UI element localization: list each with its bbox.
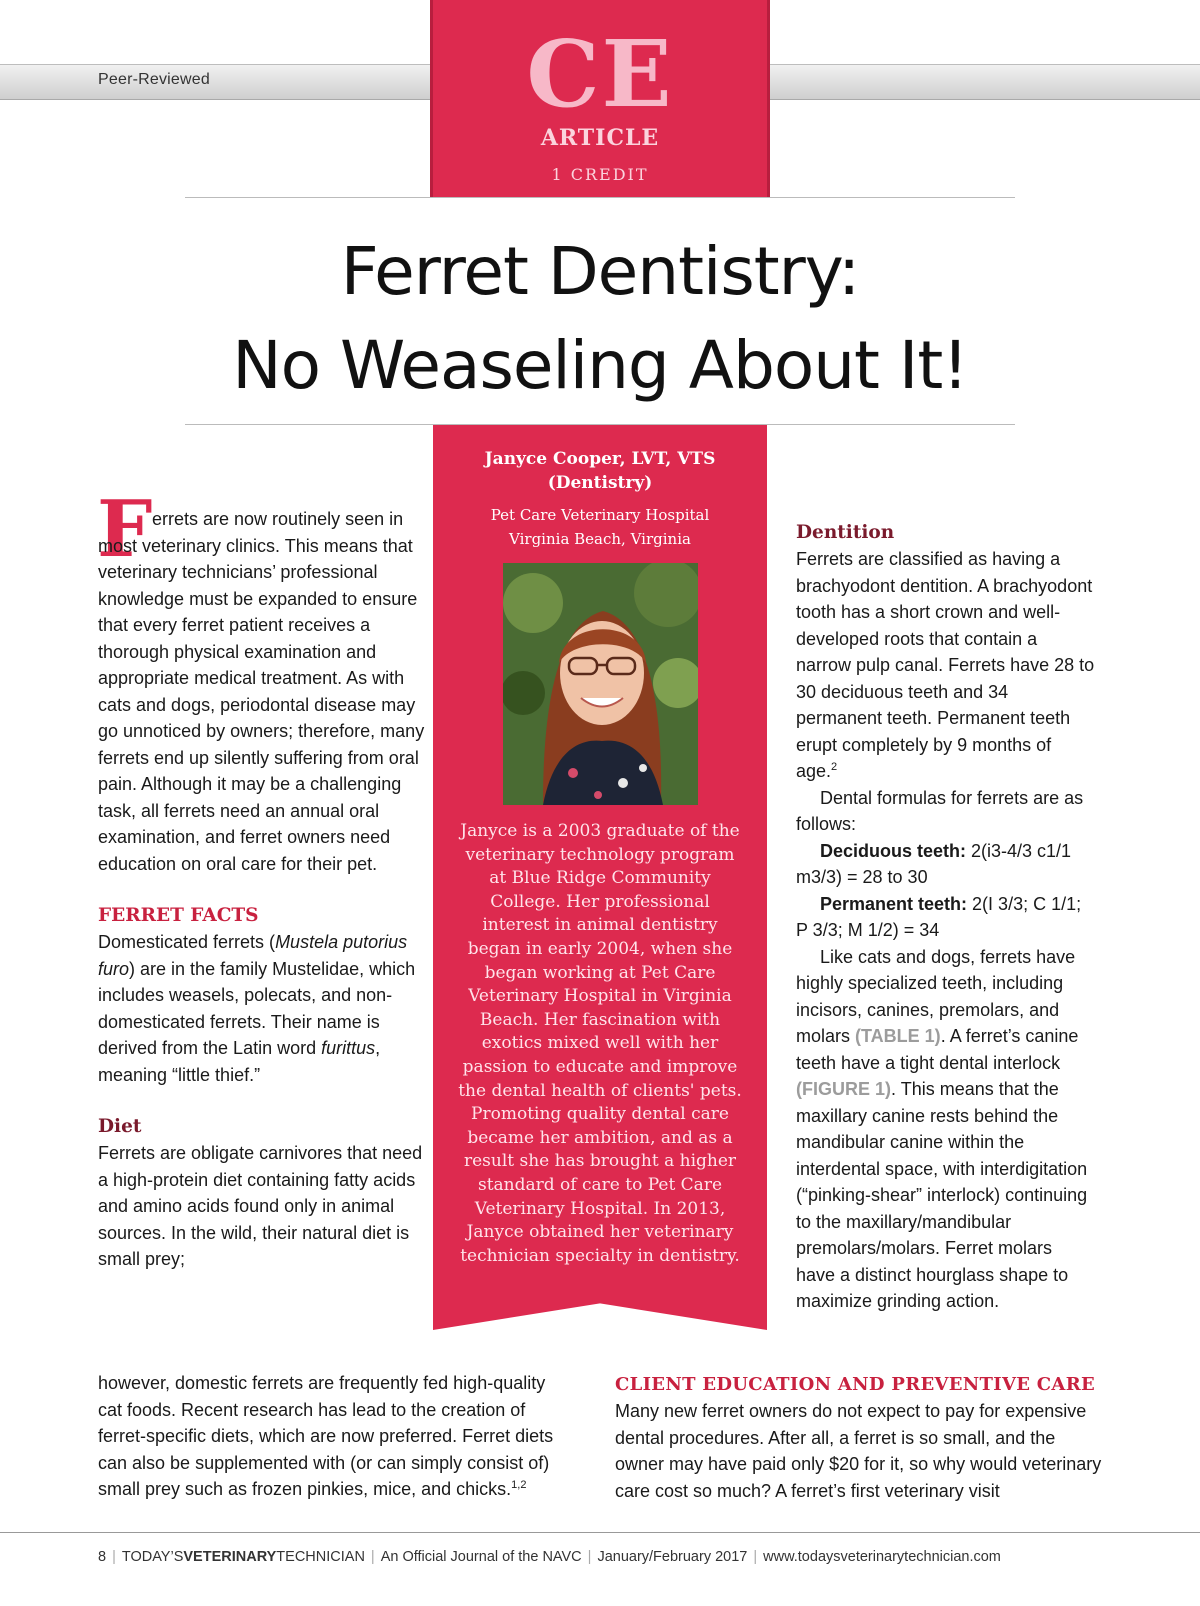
teeth-text-c: . This means that the maxillary canine rests behind the mandibular canine within the interdental space, with interdigitation (“pinking-shear” interlock) continuing to the maxillary/mandibular premolars/molars. Ferret molars have a distinct hourglass shape to maximize grinding action. bbox=[796, 1079, 1088, 1311]
author-photo bbox=[503, 563, 698, 805]
permanent-label: Permanent teeth: bbox=[820, 893, 968, 914]
ce-badge: CE bbox=[526, 20, 674, 128]
diet-continued bbox=[98, 1370, 573, 1503]
ce-article-label: ARTICLE bbox=[540, 125, 660, 151]
ferret-facts-heading: FERRET FACTS bbox=[98, 905, 259, 926]
dentition-reference: 2 bbox=[831, 761, 838, 773]
facts-latin-word: furittus bbox=[321, 1038, 376, 1058]
author-affiliation-line1: Pet Care Veterinary Hospital bbox=[490, 506, 710, 524]
dentition-text: Ferrets are classified as having a brachyodont dentition. A brachyodont tooth has a short crown and well-developed roots that contain a narrow pulp canal. Ferrets have 28 to 30 deciduous teeth and 34 permanent teeth. Permanent teeth erupt completely by 9 months of age. bbox=[796, 549, 1095, 781]
footer-rule bbox=[0, 1532, 1200, 1533]
journal-name-b: VETERINARY bbox=[183, 1549, 277, 1565]
journal-name-a: TODAY’S bbox=[121, 1549, 184, 1565]
journal-name-c: TECHNICIAN bbox=[276, 1549, 365, 1565]
intro-text: errets are now routinely seen in most veterinary clinics. This means that veterinary technicians’ professional knowledge must be expanded to ensure that every ferret patient receives a thorough physical examination and appropriate medical treatment. As with cats and dogs, periodontal disease may go unnoticed by owners; therefore, many ferrets end up silently suffering from oral pain. Although it may be a challenging task, all ferrets need an annual oral examination, and ferret owners need education on oral care for their pet. bbox=[98, 509, 425, 874]
intro-paragraph bbox=[98, 506, 428, 877]
teeth-paragraph bbox=[796, 944, 1096, 1315]
article-title bbox=[160, 225, 1040, 413]
table-1-link[interactable]: (TABLE 1) bbox=[855, 1026, 941, 1046]
permanent-formula bbox=[796, 891, 1096, 944]
peer-reviewed-label: Peer-Reviewed bbox=[98, 71, 210, 88]
formulas-intro: Dental formulas for ferrets are as follows: bbox=[796, 787, 1084, 834]
author-affiliation-line2: Virginia Beach, Virginia bbox=[509, 530, 691, 548]
title-rule-bottom bbox=[185, 424, 1015, 425]
client-education-paragraph: Many new ferret owners do not expect to pay for expensive dental procedures. After all, a ferret is so small, and the owner may have paid only $20 for it, so why would veterinary care cost so much? A ferret’s first veterinary visit bbox=[615, 1401, 1102, 1501]
facts-text-c: , meaning “little thief.” bbox=[98, 1038, 381, 1085]
author-name-line2: (Dentistry) bbox=[547, 473, 653, 493]
diet-paragraph: Ferrets are obligate carnivores that need a high-protein diet containing fatty acids and amino acids found only in animal sources. In the wild, their natural diet is small prey; bbox=[98, 1143, 423, 1269]
ferret-facts-paragraph bbox=[98, 929, 428, 1088]
client-education-section bbox=[615, 1372, 1105, 1504]
ribbon-edge-right bbox=[767, 0, 770, 198]
journal-url-link[interactable]: www.todaysveterinarytechnician.com bbox=[763, 1549, 1001, 1565]
ce-credit-label: 1 CREDIT bbox=[551, 165, 649, 184]
author-affiliation bbox=[463, 503, 737, 551]
page-footer: 8 | TODAY’SVETERINARYTECHNICIAN | An Official Journal of the NAVC | January/February 2017 | www.todaysveterinarytechnician.com bbox=[98, 1549, 1001, 1565]
journal-tagline: An Official Journal of the NAVC bbox=[380, 1549, 582, 1565]
right-column bbox=[796, 520, 1096, 1315]
facts-species: Mustela putorius furo bbox=[98, 932, 408, 979]
diet-reference: 1,2 bbox=[511, 1479, 527, 1491]
facts-text-a: Domesticated ferrets ( bbox=[98, 932, 276, 952]
deciduous-formula bbox=[796, 838, 1096, 891]
facts-text-b: ) are in the family Mustelidae, which includes weasels, polecats, and non-domesticated ferrets. Their name is derived from the Latin word bbox=[98, 958, 416, 1058]
figure-1-link[interactable]: (FIGURE 1) bbox=[796, 1079, 892, 1099]
client-education-heading: CLIENT EDUCATION AND PREVENTIVE CARE bbox=[615, 1374, 1095, 1395]
drop-cap: F bbox=[97, 484, 153, 575]
author-name-line1: Janyce Cooper, LVT, VTS bbox=[484, 449, 716, 469]
article-title-line1: Ferret Dentistry: bbox=[340, 233, 860, 310]
page-number: 8 bbox=[98, 1549, 107, 1565]
deciduous-label: Deciduous teeth: bbox=[820, 840, 967, 861]
dentition-heading: Dentition bbox=[796, 522, 895, 543]
teeth-text-b: . A ferret’s canine teeth have a tight dental interlock bbox=[796, 1026, 1079, 1073]
permanent-value: 2(I 3/3; C 1/1; P 3/3; M 1/2) = 34 bbox=[796, 893, 1082, 940]
issue-date: January/February 2017 bbox=[597, 1549, 748, 1565]
left-column bbox=[98, 506, 428, 1273]
diet-continued-paragraph bbox=[98, 1370, 573, 1503]
dentition-paragraph bbox=[796, 546, 1096, 785]
author-name bbox=[473, 447, 727, 495]
author-bio: Janyce is a 2003 graduate of the veterinary technology program at Blue Ridge Community College. Her professional interest in animal dentistry began in early 2004, when she began working at Pet Care Veterinary Hospital in Virginia Beach. Her fascination with exotics mixed well with her passion to educate and improve the dental health of clients' pets. Promoting quality dental care became her ambition, and as a result she has brought a higher standard of care to Pet Care Veterinary Hospital. In 2013, Janyce obtained her veterinary technician specialty in dentistry. bbox=[458, 821, 742, 1266]
article-title-line2: No Weaseling About It! bbox=[232, 327, 968, 404]
teeth-text-a: Like cats and dogs, ferrets have highly specialized teeth, including incisors, canines, premolars, and molars bbox=[796, 946, 1076, 1046]
diet-continued-text: however, domestic ferrets are frequently fed high-quality cat foods. Recent research has lead to the creation of ferret-specific diets, which are now preferred. Ferret diets can also be supplemented with (or can simply consist of) small prey such as frozen pinkies, mice, and chicks. bbox=[98, 1373, 554, 1499]
deciduous-value: 2(i3-4/3 c1/1 m3/3) = 28 to 30 bbox=[796, 840, 1072, 887]
author-portrait-icon bbox=[503, 563, 698, 805]
diet-heading: Diet bbox=[98, 1116, 142, 1137]
